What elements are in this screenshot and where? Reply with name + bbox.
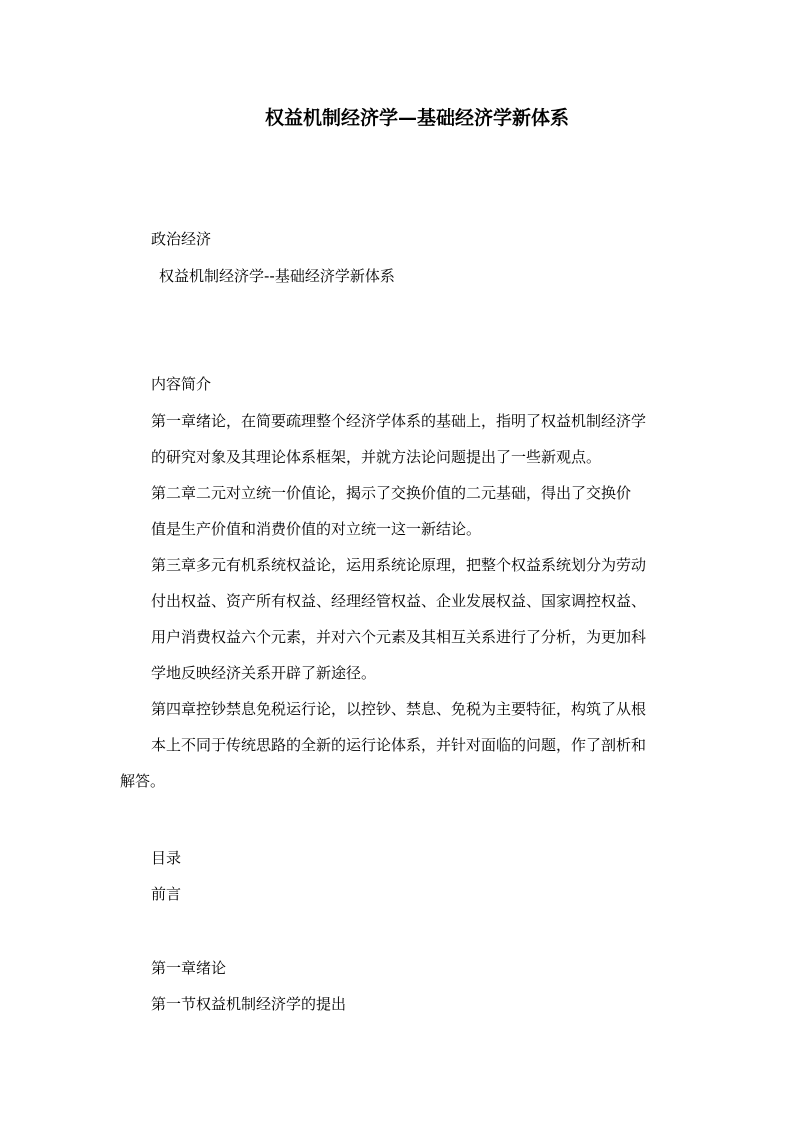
chapter3-summary-line: 用户消费权益六个元素，并对六个元素及其相互关系进行了分析，为更加科 xyxy=(151,628,647,646)
toc-item-preface: 前言 xyxy=(151,885,182,903)
summary-heading: 内容简介 xyxy=(151,375,212,393)
chapter1-summary-line: 第一章绪论，在简要疏理整个经济学体系的基础上，指明了权益机制经济学 xyxy=(151,412,647,430)
chapter3-summary-line: 付出权益、资产所有权益、经理经管权益、企业发展权益、国家调控权益、 xyxy=(151,592,647,610)
chapter2-summary-line: 值是生产价值和消费价值的对立统一这一新结论。 xyxy=(151,520,482,538)
chapter4-summary-line: 第四章控钞禁息免税运行论，以控钞、禁息、免税为主要特征，构筑了从根 xyxy=(151,700,647,718)
chapter4-summary-line: 解答。 xyxy=(120,772,166,790)
toc-item-section1: 第一节权益机制经济学的提出 xyxy=(151,995,347,1013)
document-title: 权益机制经济学—基础经济学新体系 xyxy=(264,107,569,129)
chapter4-summary-line: 本上不同于传统思路的全新的运行论体系，并针对面临的问题，作了剖析和 xyxy=(151,736,647,754)
chapter3-summary-line: 学地反映经济关系开辟了新途径。 xyxy=(151,664,377,682)
chapter1-summary-line: 的研究对象及其理论体系框架，并就方法论问题提出了一些新观点。 xyxy=(151,448,602,466)
category-label: 政治经济 xyxy=(151,230,212,248)
toc-item-chapter1: 第一章绪论 xyxy=(151,959,227,977)
chapter3-summary-line: 第三章多元有机系统权益论，运用系统论原理，把整个权益系统划分为劳动 xyxy=(151,556,647,574)
subtitle: 权益机制经济学--基础经济学新体系 xyxy=(159,267,395,285)
toc-heading: 目录 xyxy=(151,849,182,867)
chapter2-summary-line: 第二章二元对立统一价值论，揭示了交换价值的二元基础，得出了交换价 xyxy=(151,484,632,502)
